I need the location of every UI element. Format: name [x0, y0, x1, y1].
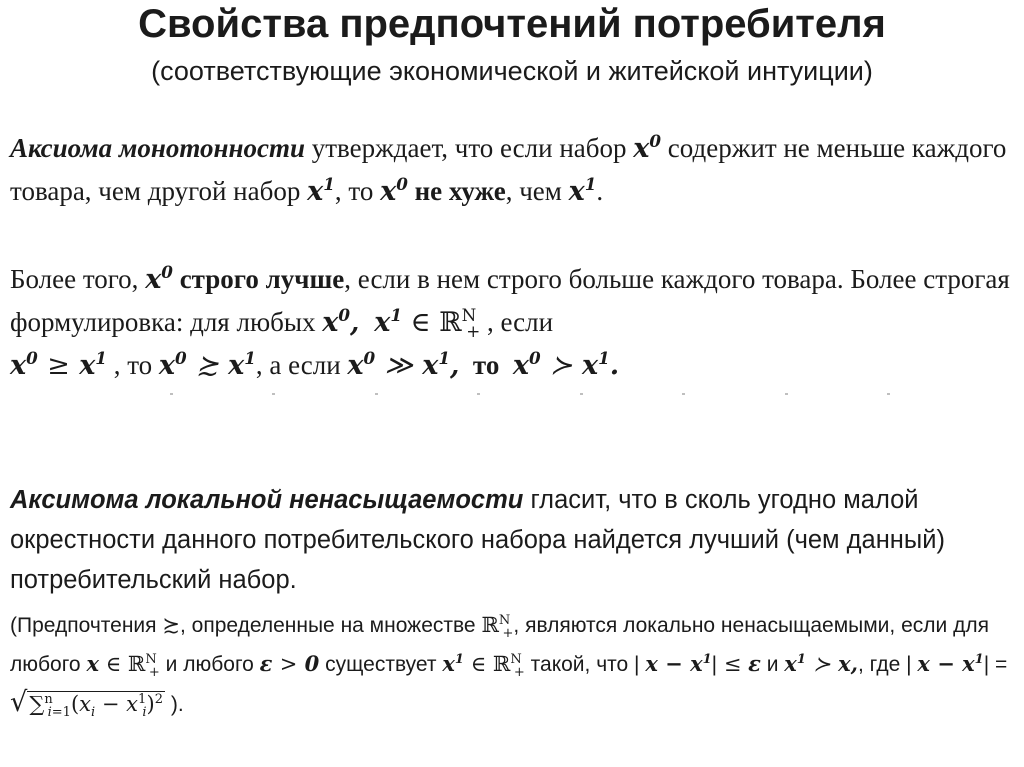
formula-x-minus-x1: $x - x^1$: [917, 651, 984, 676]
nonsatiation-paragraph: Аксимома локальной ненасыщаемости гласит, что в сколь угодно малой окрестности данного потребительского набора найдется лучший (чем данный) потребительский набор.: [10, 486, 945, 594]
formula-x1: $x^1$: [442, 651, 464, 676]
formula-x0: $x^0$: [380, 174, 408, 207]
formula-x1: $x^1$: [568, 174, 597, 207]
monotonicity-term: Аксиома монотонности: [10, 133, 305, 163]
formula-eps: ε: [748, 651, 761, 676]
formula-x1: $x^1$: [307, 174, 335, 207]
formula-x0: $x^0$: [145, 262, 173, 295]
formula-euclidean-norm: $√\sum^n_{i=1}(x_i - x^1_i)^2$: [10, 687, 164, 721]
formula-x0-succ-x1: $x^0$ ≻ $x^1$.: [512, 348, 620, 381]
nonsatiation-formal-paragraph: (Предпочтения ≿, определенные на множестве ℝ$^N_+$, являются локально ненасыщаемыми, если для любого x ∈ ℝ$^N_+$ и любого ε > 0 существует $x^1$ ∈ ℝ$^N_+$ такой, что | $x - x^1| \le \varepsilon$ и $x^1$ ≻ x,, где | $x - x^1| = √\sum^n_{i=1}(x_i - x^1_i)^2$ ).: [10, 613, 1008, 721]
formula-set: ℝ$^N_+$: [481, 613, 514, 642]
nonsatiation-term: Аксимома локальной ненасыщаемости: [10, 486, 524, 514]
formula-x0-geq-x1: $x^0 \ge x^1$: [10, 348, 107, 381]
formula-x0-pref-x1: $x^0$ ≿ $x^1$: [158, 348, 256, 381]
formula-eps-positive: ε > 0: [259, 651, 320, 676]
formula-x-minus-x1: $x - x^1$: [645, 651, 712, 676]
formula-x: x: [86, 651, 99, 676]
not-worse-term: не хуже: [414, 176, 506, 206]
faint-dot-row: [170, 393, 890, 405]
strict-monotonicity-paragraph: Более того, $x^0$ строго лучше, если в нем строго больше каждого товара. Более строгая формулировка: для любых $x^0$, $x^1$ ∈ ℝ$^N_+$ , если $x^0 \ge x^1$ , то $x^0$ ≿ $x^1$, а если $x^0$ ≫ $x^1$, то $x^0$ ≻ $x^1$.: [10, 262, 1010, 381]
slide-subtitle: (соответствующие экономической и житейской интуиции): [151, 56, 873, 86]
strictly-better-term: строго лучше: [179, 264, 345, 294]
formula-x0: $x^0$: [633, 131, 662, 164]
slide-title: Свойства предпочтений потребителя: [138, 2, 886, 46]
formula-x1-succ-x: $x^1$ ≻ x,: [784, 651, 858, 676]
formula-pref: ≿: [162, 613, 180, 637]
formula-x0-gg-x1: $x^0$ ≫ $x^1$,: [347, 348, 460, 381]
formula-x0-x1-set: $x^0$, $x^1$: [322, 305, 402, 338]
formula-set: ∈ ℝ$^N_+$: [401, 305, 481, 342]
monotonicity-paragraph: Аксиома монотонности утверждает, что если набор $x^0$ содержит не меньше каждого товара, чем другой набор $x^1$, то $x^0$ не хуже, чем $x^1$.: [10, 131, 1007, 207]
